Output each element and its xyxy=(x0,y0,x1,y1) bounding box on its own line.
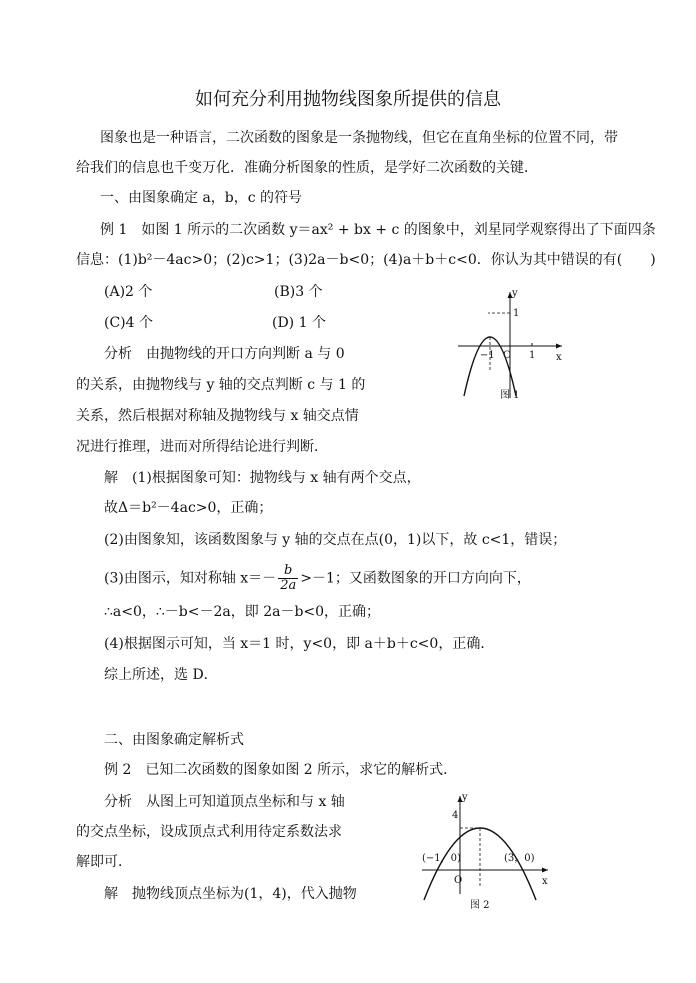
intro-line-1: 图象也是一种语言，二次函数的图象是一条抛物线，但它在直角坐标的位置不同，带 xyxy=(100,130,618,146)
analysis2-line-2: 的交点坐标，设成顶点式利用待定系数法求 xyxy=(76,824,342,840)
fig1-origin: O xyxy=(503,350,512,361)
solution1-line-1: 解 (1)根据图象可知：抛物线与 x 轴有两个交点， xyxy=(104,470,421,486)
example2-line: 例 2 已知二次函数的图象如图 2 所示，求它的解析式． xyxy=(104,762,458,778)
figure-1 xyxy=(452,286,570,406)
solution1-line-5: ∴a<0，∴－b<－2a，即 2a－b<0，正确； xyxy=(104,604,381,620)
solution1-line-4 xyxy=(104,564,531,593)
figure-2-caption: 图 2 xyxy=(470,900,490,911)
section1-heading: 一、由图象确定 a，b，c 的符号 xyxy=(100,190,303,206)
fig2-y-label: y xyxy=(462,792,468,803)
analysis1-line-4: 况进行推理，进而对所得结论进行判断． xyxy=(76,439,328,455)
analysis1-line-3: 关系，然后根据对称轴及抛物线与 x 轴交点情 xyxy=(76,408,359,424)
fig2-tick-four: 4 xyxy=(452,810,459,821)
x-axis-arrow-icon xyxy=(556,344,562,349)
figure-1-caption: 图 1 xyxy=(500,390,520,401)
analysis2-line-1: 分析 从图上可知道顶点坐标和与 x 轴 xyxy=(104,794,345,810)
fig2-origin: O xyxy=(454,875,463,886)
fig1-y-label: y xyxy=(512,288,518,299)
option-a: (A)2 个 xyxy=(104,284,153,300)
example1-line-1: 例 1 如图 1 所示的二次函数 y＝ax² + bx + c 的图象中，刘星同学观察得出了下面四条 xyxy=(100,222,656,238)
figure-2 xyxy=(418,790,554,914)
solution1-line-4-prefix: (3)由图示，知对称轴 x＝－ xyxy=(104,570,277,587)
solution1-line-3: (2)由图象知，该函数图象与 y 轴的交点在点(0，1)以下，故 c<1，错误； xyxy=(104,532,567,548)
analysis1-line-1: 分析 由抛物线的开口方向判断 a 与 0 xyxy=(104,346,345,362)
fig1-x-label: x xyxy=(556,352,562,363)
solution2-line-1: 解 抛物线顶点坐标为(1，4)，代入抛物 xyxy=(104,886,357,902)
option-b: (B)3 个 xyxy=(274,284,323,300)
option-c: (C)4 个 xyxy=(104,315,153,331)
section2-heading: 二、由图象确定解析式 xyxy=(104,732,244,748)
option-d: (D) 1 个 xyxy=(272,315,326,331)
fraction-denominator: 2a xyxy=(280,578,297,593)
analysis1-line-2: 的关系，由抛物线与 y 轴的交点判断 c 与 1 的 xyxy=(76,377,366,393)
page-title: 如何充分利用抛物线图象所提供的信息 xyxy=(195,89,501,110)
analysis2-line-3: 解即可． xyxy=(76,854,132,870)
x-axis-arrow-icon xyxy=(542,868,548,873)
figure-1-graph xyxy=(452,286,570,406)
example1-line-2: 信息：(1)b²－4ac>0；(2)c>1；(3)2a－b<0；(4)a＋b＋c<0．你认为其中错误的有( ) xyxy=(76,252,656,268)
fig1-tick-neg-one: −1 xyxy=(480,350,495,361)
fig1-tick-one-y: 1 xyxy=(513,308,520,319)
fraction-numerator: b xyxy=(278,564,298,579)
figure-2-graph xyxy=(418,790,554,914)
fig2-x-label: x xyxy=(542,876,548,887)
solution1-line-7: 综上所述，选 D． xyxy=(104,667,218,683)
fraction-b-over-2a xyxy=(278,564,298,593)
solution1-line-4-suffix: >－1；又函数图象的开口方向向下， xyxy=(300,570,531,587)
fig1-tick-one-x: 1 xyxy=(529,350,536,361)
fig2-left-point: (−1，0) xyxy=(422,853,461,864)
solution1-line-2: 故Δ＝b²－4ac>0，正确； xyxy=(104,500,273,516)
solution1-line-6: (4)根据图示可知，当 x＝1 时，y<0，即 a＋b＋c<0，正确． xyxy=(104,636,495,652)
intro-line-2: 给我们的信息也千变万化．准确分析图象的性质，是学好二次函数的关键． xyxy=(76,160,538,176)
fig2-right-point: (3，0) xyxy=(504,853,535,864)
